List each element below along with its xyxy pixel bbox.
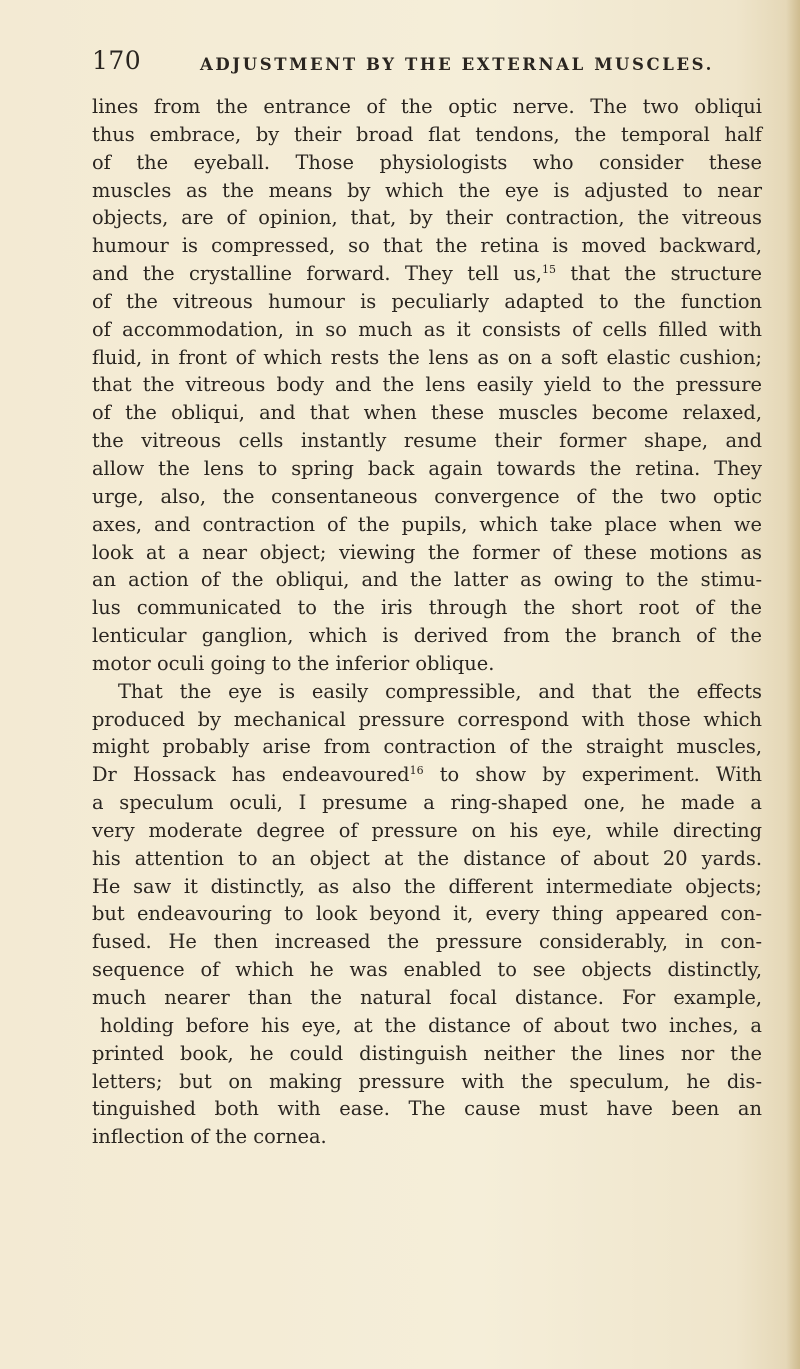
text-line <box>92 260 762 288</box>
running-head: ADJUSTMENT BY THE EXTERNAL MUSCLES. <box>200 55 714 74</box>
text-line: lines from the entrance of the optic nerve. The two obliqui <box>92 95 762 118</box>
text-line: look at a near object; viewing the former of these motions as <box>92 540 762 564</box>
text-line: axes, and contraction of the pupils, which take place when we <box>92 512 762 536</box>
text-line: letters; but on making pressure with the speculum, he dis- <box>92 1069 762 1093</box>
text-line: printed book, he could distinguish neither the lines nor the <box>92 1041 762 1065</box>
text-line: a speculum oculi, I presume a ring-shaped one, he made a <box>92 791 762 815</box>
footnote-ref-16: 16 <box>409 764 424 778</box>
paragraph-start: That the eye is easily compressible, and that the effects <box>118 679 762 703</box>
text-line: allow the lens to spring back again towards the retina. They <box>92 456 762 480</box>
text-line: produced by mechanical pressure correspond with those which <box>92 707 762 731</box>
text-fragment: that the structure <box>555 262 762 286</box>
text-fragment: Dr Hossack has endeavoured <box>92 763 410 787</box>
text-fragment: and the crystalline forward. They tell us, <box>92 262 542 286</box>
text-line: urge, also, the consentaneous convergence of the two optic <box>92 484 762 508</box>
text-line: an action of the obliqui, and the latter as owing to the stimu- <box>92 568 762 592</box>
text-line: of accommodation, in so much as it consists of cells filled with <box>92 317 762 341</box>
text-line: that the vitreous body and the lens easily yield to the pressure <box>92 373 762 397</box>
text-line: fused. He then increased the pressure considerably, in con- <box>92 930 762 954</box>
body-text <box>92 93 762 1151</box>
text-line: motor oculi going to the inferior oblique. <box>92 651 495 675</box>
text-line: holding before his eye, at the distance of about two inches, a <box>100 1013 762 1037</box>
text-fragment: to show by experiment. With <box>423 763 762 787</box>
text-line: of the vitreous humour is peculiarly adapted to the function <box>92 289 762 313</box>
text-line: the vitreous cells instantly resume their former shape, and <box>92 429 762 453</box>
text-line: sequence of which he was enabled to see objects distinctly, <box>92 958 762 982</box>
text-line: lenticular ganglion, which is derived from the branch of the <box>92 624 762 648</box>
text-line: humour is compressed, so that the retina is moved backward, <box>92 234 762 258</box>
page-number: 170 <box>92 46 142 75</box>
text-line: but endeavouring to look beyond it, every thing appeared con- <box>92 902 762 926</box>
text-line: inflection of the cornea. <box>92 1125 327 1149</box>
page-edge-shadow <box>786 0 800 1369</box>
text-line: thus embrace, by their broad flat tendons, the temporal half <box>92 122 762 146</box>
text-line: fluid, in front of which rests the lens as on a soft elastic cushion; <box>92 345 762 369</box>
page-header <box>92 46 732 82</box>
text-line <box>92 761 762 789</box>
text-line: very moderate degree of pressure on his eye, while directing <box>92 818 762 842</box>
text-line: his attention to an object at the distance of about 20 yards. <box>92 846 762 870</box>
text-line: lus communicated to the iris through the short root of the <box>92 596 762 620</box>
text-line: of the obliqui, and that when these muscles become relaxed, <box>92 401 762 425</box>
text-line: much nearer than the natural focal distance. For example, <box>92 986 762 1009</box>
text-line: objects, are of opinion, that, by their contraction, the vitreous <box>92 206 762 230</box>
text-line: might probably arise from contraction of the straight muscles, <box>92 735 762 759</box>
text-line: of the eyeball. Those physiologists who consider these <box>92 150 762 174</box>
text-line: muscles as the means by which the eye is adjusted to near <box>92 178 762 202</box>
text-line: He saw it distinctly, as also the different intermediate objects; <box>92 874 762 898</box>
text-line: tinguished both with ease. The cause must have been an <box>92 1097 762 1121</box>
footnote-ref-15: 15 <box>541 263 556 277</box>
